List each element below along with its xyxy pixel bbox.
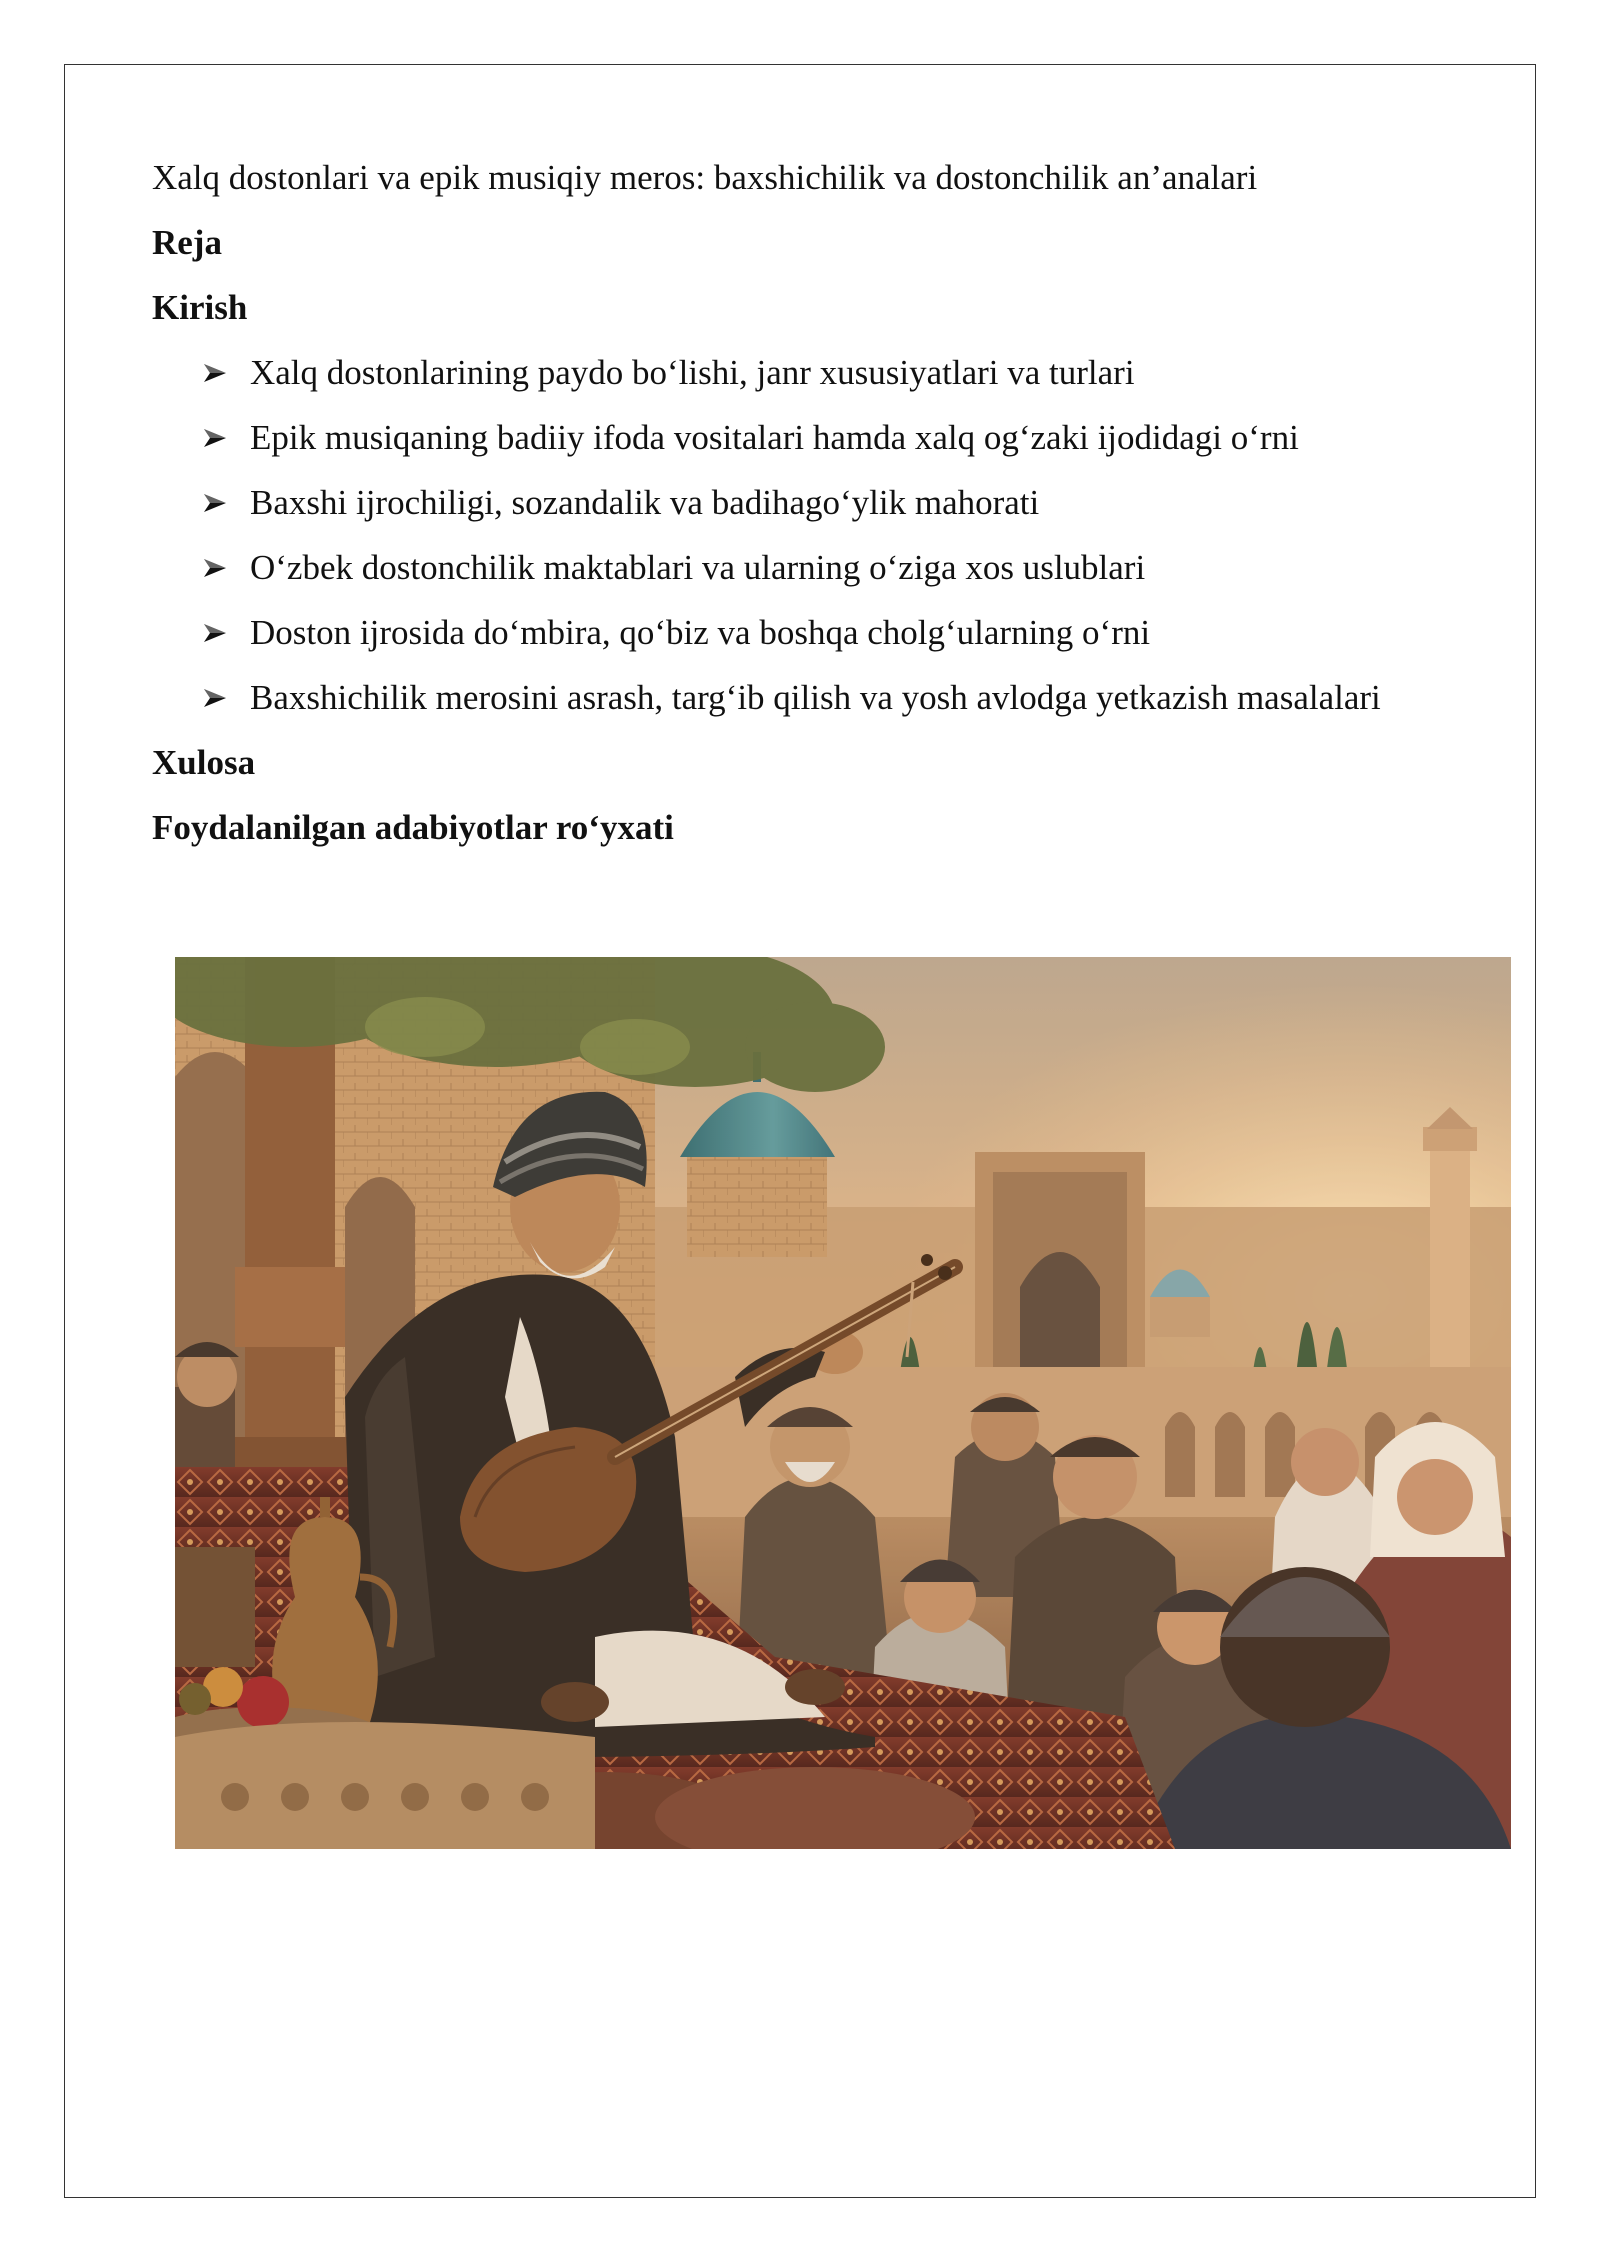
arrow-bullet-icon [202, 405, 232, 470]
references-heading: Foydalanilgan adabiyotlar ro‘yxati [152, 808, 674, 847]
intro-heading: Kirish [152, 288, 248, 327]
list-item [152, 340, 1492, 405]
arrow-bullet-icon [202, 470, 232, 535]
list-item-text: Epik musiqaning badiiy ifoda vositalari hamda xalq og‘zaki ijodidagi o‘rni [250, 418, 1299, 457]
list-item-text: Xalq dostonlarining paydo bo‘lishi, janr xususiyatlari va turlari [250, 353, 1135, 392]
list-item-text: Doston ijrosida do‘mbira, qo‘biz va boshqa cholg‘ularning o‘rni [250, 613, 1151, 652]
arrow-bullet-icon [202, 600, 232, 665]
list-item [152, 665, 1492, 730]
arrow-bullet-icon [202, 535, 232, 600]
conclusion-heading: Xulosa [152, 743, 256, 782]
list-item-text: O‘zbek dostonchilik maktablari va ularning o‘ziga xos uslublari [250, 548, 1146, 587]
document-body [152, 145, 1492, 860]
plan-heading: Reja [152, 223, 222, 262]
list-item-text: Baxshi ijrochiligi, sozandalik va badihago‘ylik mahorati [250, 483, 1040, 522]
list-item [152, 535, 1492, 600]
list-item [152, 405, 1492, 470]
document-title: Xalq dostonlari va epik musiqiy meros: baxshichilik va dostonchilik an’analari [152, 158, 1258, 197]
plan-list [152, 340, 1492, 730]
baxshi-performance-illustration [175, 957, 1511, 1849]
arrow-bullet-icon [202, 340, 232, 405]
list-item [152, 470, 1492, 535]
list-item [152, 600, 1492, 665]
list-item-text: Baxshichilik merosini asrash, targ‘ib qilish va yosh avlodga yetkazish masalalari [250, 678, 1381, 717]
arrow-bullet-icon [202, 665, 232, 730]
